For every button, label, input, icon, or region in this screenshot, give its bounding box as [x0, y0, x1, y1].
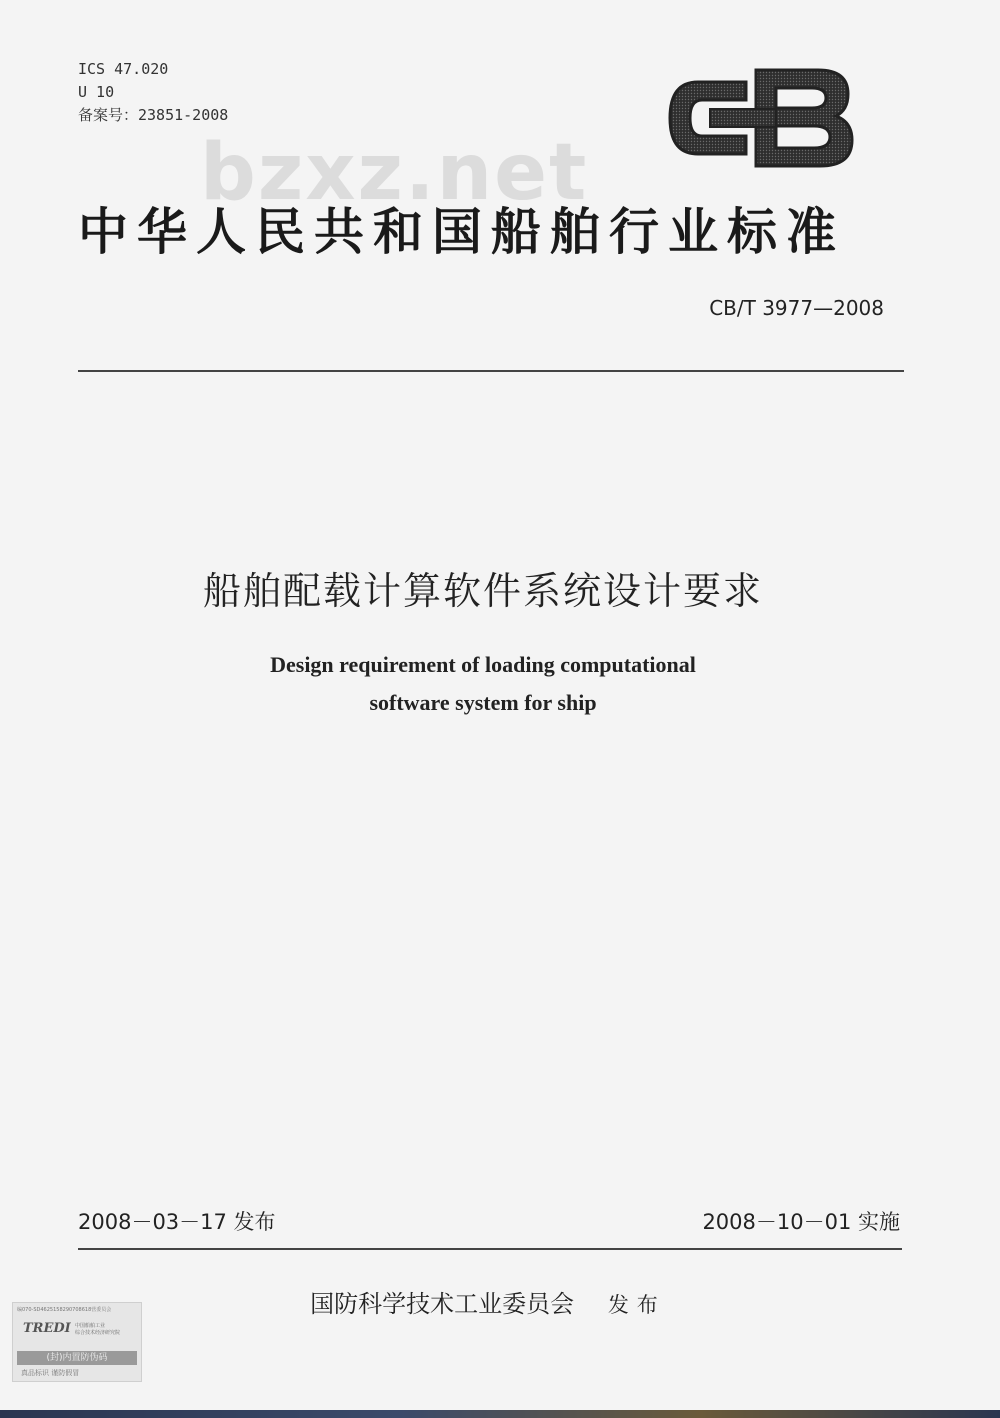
ccs-code: U 10 — [78, 83, 115, 101]
anti-fake-org-line2: 综合技术经济研究院 — [75, 1330, 121, 1336]
watermark: bzxz.net — [200, 128, 589, 218]
document-title-en-line2: software system for ship — [369, 690, 597, 715]
effective-date: 2008－10－01 实施 — [702, 1210, 900, 1234]
document-title-en-line1: Design requirement of loading computational — [270, 652, 696, 677]
filing-number: 备案号：23851-2008 — [78, 106, 229, 124]
top-divider — [78, 370, 904, 372]
anti-fake-org — [75, 1323, 137, 1337]
bottom-divider — [78, 1248, 902, 1250]
issuer-name: 国防科学技术工业委员会 — [310, 1290, 575, 1318]
cb-logo — [648, 62, 858, 174]
anti-fake-footer: 真品标识 谨防假冒 — [21, 1369, 80, 1377]
issuer-line — [0, 1284, 976, 1319]
anti-counterfeit-label — [12, 1302, 142, 1382]
standard-number: CB/T 3977—2008 — [709, 296, 884, 320]
cb-logo-crossbar — [710, 109, 776, 127]
ics-code: ICS 47.020 — [78, 60, 169, 78]
publish-date: 2008－03－17 发布 — [78, 1210, 276, 1234]
anti-fake-brand: TREDI — [23, 1321, 71, 1336]
page-bottom-edge — [0, 1410, 1000, 1418]
anti-fake-band: (封)内置防伪码 — [17, 1351, 137, 1365]
anti-fake-serial: 编070-SD4625158290708618营委员会 — [17, 1307, 112, 1313]
issuer-action: 发布 — [607, 1293, 666, 1317]
document-title-en — [0, 646, 966, 722]
document-title-cn: 船舶配载计算软件系统设计要求 — [202, 569, 763, 613]
anti-fake-org-line1: 中国船舶工业 — [75, 1323, 106, 1329]
standard-category-title: 中华人民共和国船舶行业标准 — [78, 203, 845, 261]
classification-block — [78, 58, 228, 127]
